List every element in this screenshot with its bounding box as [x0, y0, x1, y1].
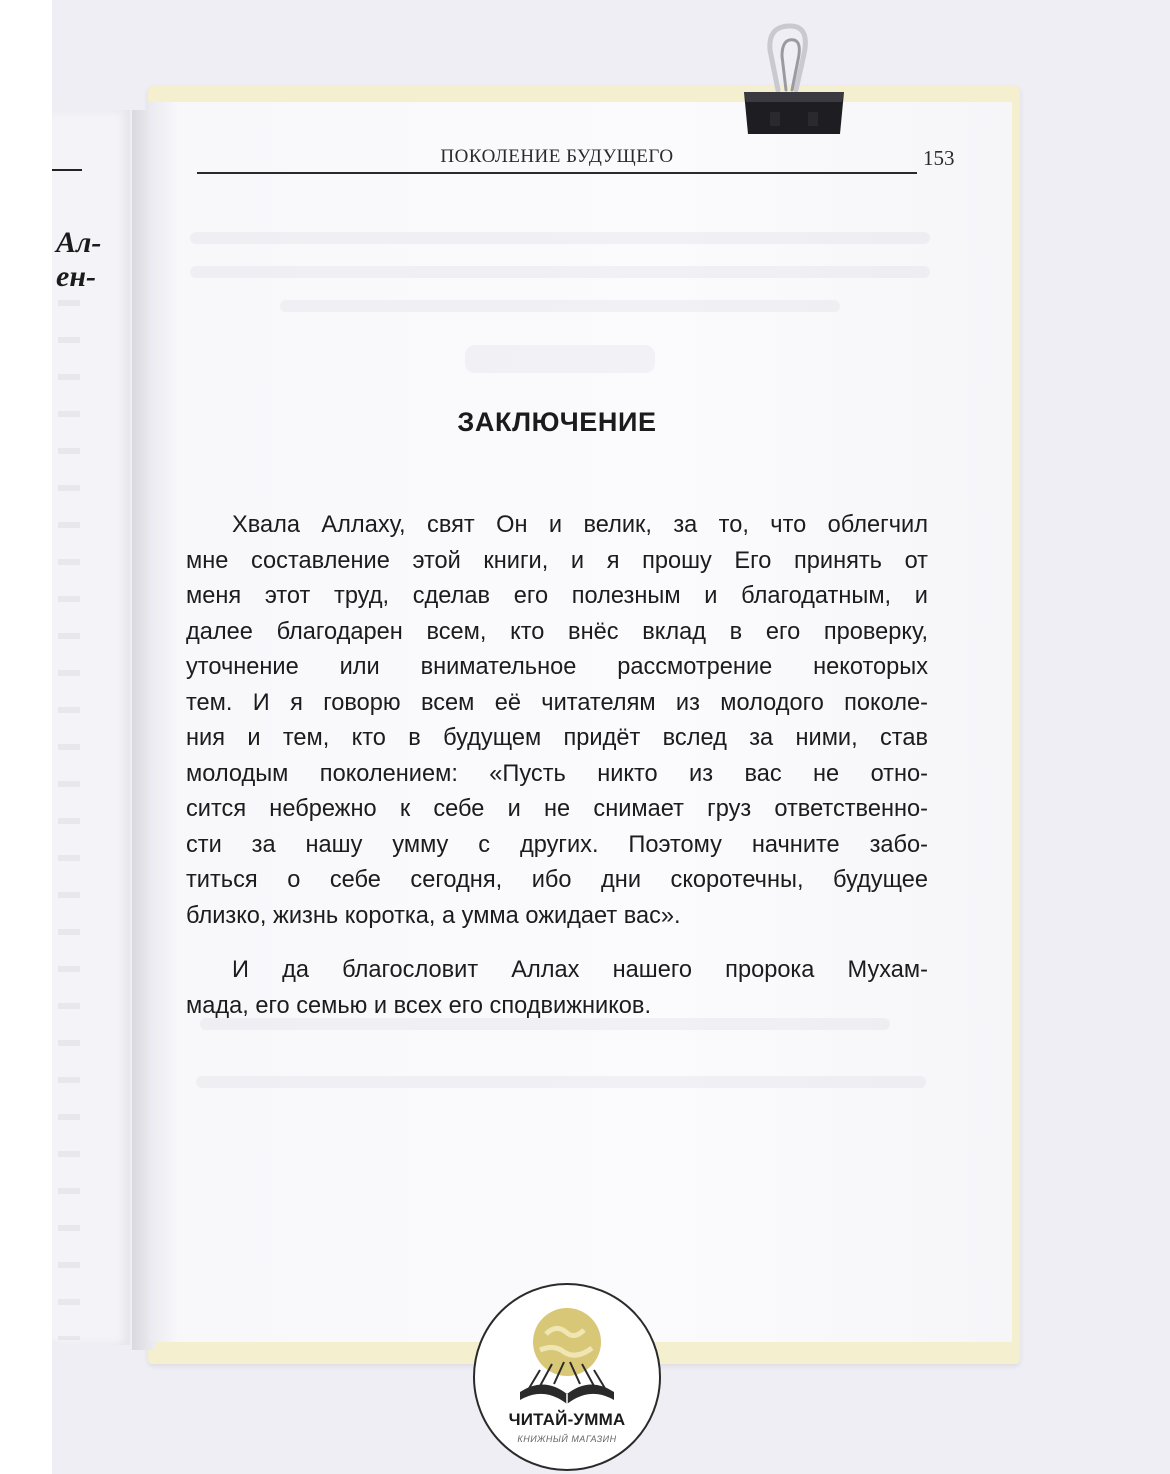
text-line: близко, жизнь коротка, а умма ожидает вас».: [186, 902, 681, 929]
header-rule: [197, 172, 917, 174]
bleed-through-line: [190, 266, 930, 278]
left-page-fragment: Ал-: [56, 226, 102, 259]
text-line: тем. И я говорю всем её читателям из молодого поколе-: [186, 689, 928, 716]
text-line: сится небрежно к себе и не снимает груз ответственно-: [186, 796, 928, 822]
paragraph: [186, 953, 928, 1024]
text-line: далее благодарен всем, кто внёс вклад в его проверку,: [186, 618, 928, 645]
text-line: меня этот труд, сделав его полезным и благодатным, и: [186, 583, 928, 609]
text-line: молодым поколением: «Пусть никто из вас не отно-: [186, 760, 928, 787]
text-line: сти за нашу умму с других. Поэтому начните забо-: [186, 831, 928, 858]
store-logo-tagline: КНИЖНЫЙ МАГАЗИН: [517, 1434, 617, 1444]
text-line: мада, его семью и всех его сподвижников.: [186, 992, 651, 1019]
binder-clip-icon: [740, 20, 850, 136]
store-logo-brand: ЧИТАЙ-УММА: [508, 1410, 626, 1429]
left-page-fragment: ен-: [56, 260, 96, 293]
text-line: И да благословит Аллах нашего пророка Мухам-: [232, 957, 928, 983]
text-line: ния и тем, кто в будущем придёт вслед за ними, став: [186, 725, 928, 751]
chapter-title: ЗАКЛЮЧЕНИЕ: [457, 407, 657, 437]
bleed-through-line: [196, 1076, 926, 1088]
running-head: ПОКОЛЕНИЕ БУДУЩЕГО: [440, 146, 674, 167]
bleed-through-title: [465, 345, 655, 373]
paragraph: [186, 508, 928, 934]
text-line: уточнение или внимательное рассмотрение некоторых: [186, 654, 928, 680]
text-line: Хвала Аллаху, свят Он и велик, за то, что облегчил: [232, 512, 928, 538]
bleed-through-line: [280, 300, 840, 312]
text-line: мне составление этой книги, и я прошу Его принять от: [186, 547, 928, 574]
bleed-through-line: [190, 232, 930, 244]
store-logo-icon: [470, 1280, 664, 1474]
page-number: 153: [923, 146, 955, 170]
left-page-header-rule: [52, 169, 82, 171]
left-page-bleed-lines: [58, 300, 80, 1340]
text-line: титься о себе сегодня, ибо дни скоротечны, будущее: [186, 867, 928, 893]
